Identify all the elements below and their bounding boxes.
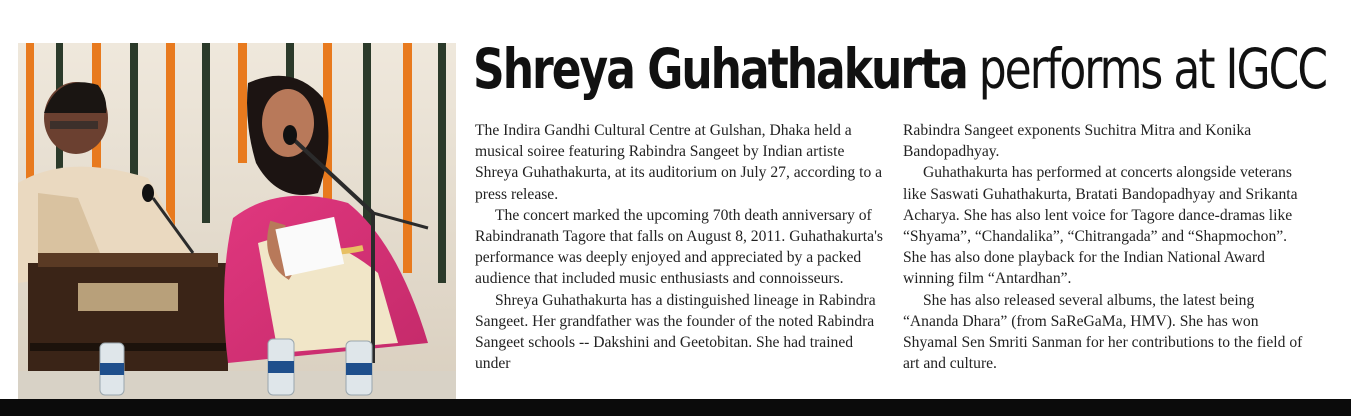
headline-name: Shreya Guhathakurta <box>473 37 967 101</box>
article-photo <box>18 43 456 399</box>
article-column-1 <box>475 120 883 374</box>
article-column-2 <box>903 120 1311 374</box>
paragraph: Guhathakurta has performed at concerts alongside veterans like Saswati Guhathakurta, Bratati Bandopadhyay and Srikanta Acharya. She has also lent voice for Tagore dance-dramas like “Shyama”, “Chandalika”, “Chitrangada” and “Shapmochon”. She has also done playback for the Indian National Award winning film “Antardhan”. <box>903 164 1298 288</box>
paragraph: The Indira Gandhi Cultural Centre at Gulshan, Dhaka held a musical soiree featuring Rabindra Sangeet by Indian artiste Shreya Guhathakurta, at its auditorium on July 27, according to a press release. <box>475 122 883 203</box>
paragraph: Shreya Guhathakurta has a distinguished lineage in Rabindra Sangeet. Her grandfather was the founder of the noted Rabindra Sangeet schools -- Dakshini and Geetobitan. She had trained under <box>475 291 876 373</box>
harmonium <box>28 253 228 373</box>
bottom-bar <box>0 399 1351 416</box>
paragraph: The concert marked the upcoming 70th death anniversary of Rabindranath Tagore that falls on August 8, 2011. Guhathakurta's performance was deeply enjoyed and appreciated by a packed audience that included music enthusiasts and connoisseurs. <box>475 206 883 288</box>
headline <box>473 36 1327 102</box>
paragraph: Rabindra Sangeet exponents Suchitra Mitra and Konika Bandopadhyay. <box>903 122 1252 161</box>
paragraph: She has also released several albums, the latest being “Ananda Dhara” (from SaReGaMa, HMV). She has won Shyamal Sen Smriti Sanman for her contributions to the field of art and culture. <box>903 291 1303 373</box>
headline-rest: performs at IGCC <box>978 37 1327 101</box>
